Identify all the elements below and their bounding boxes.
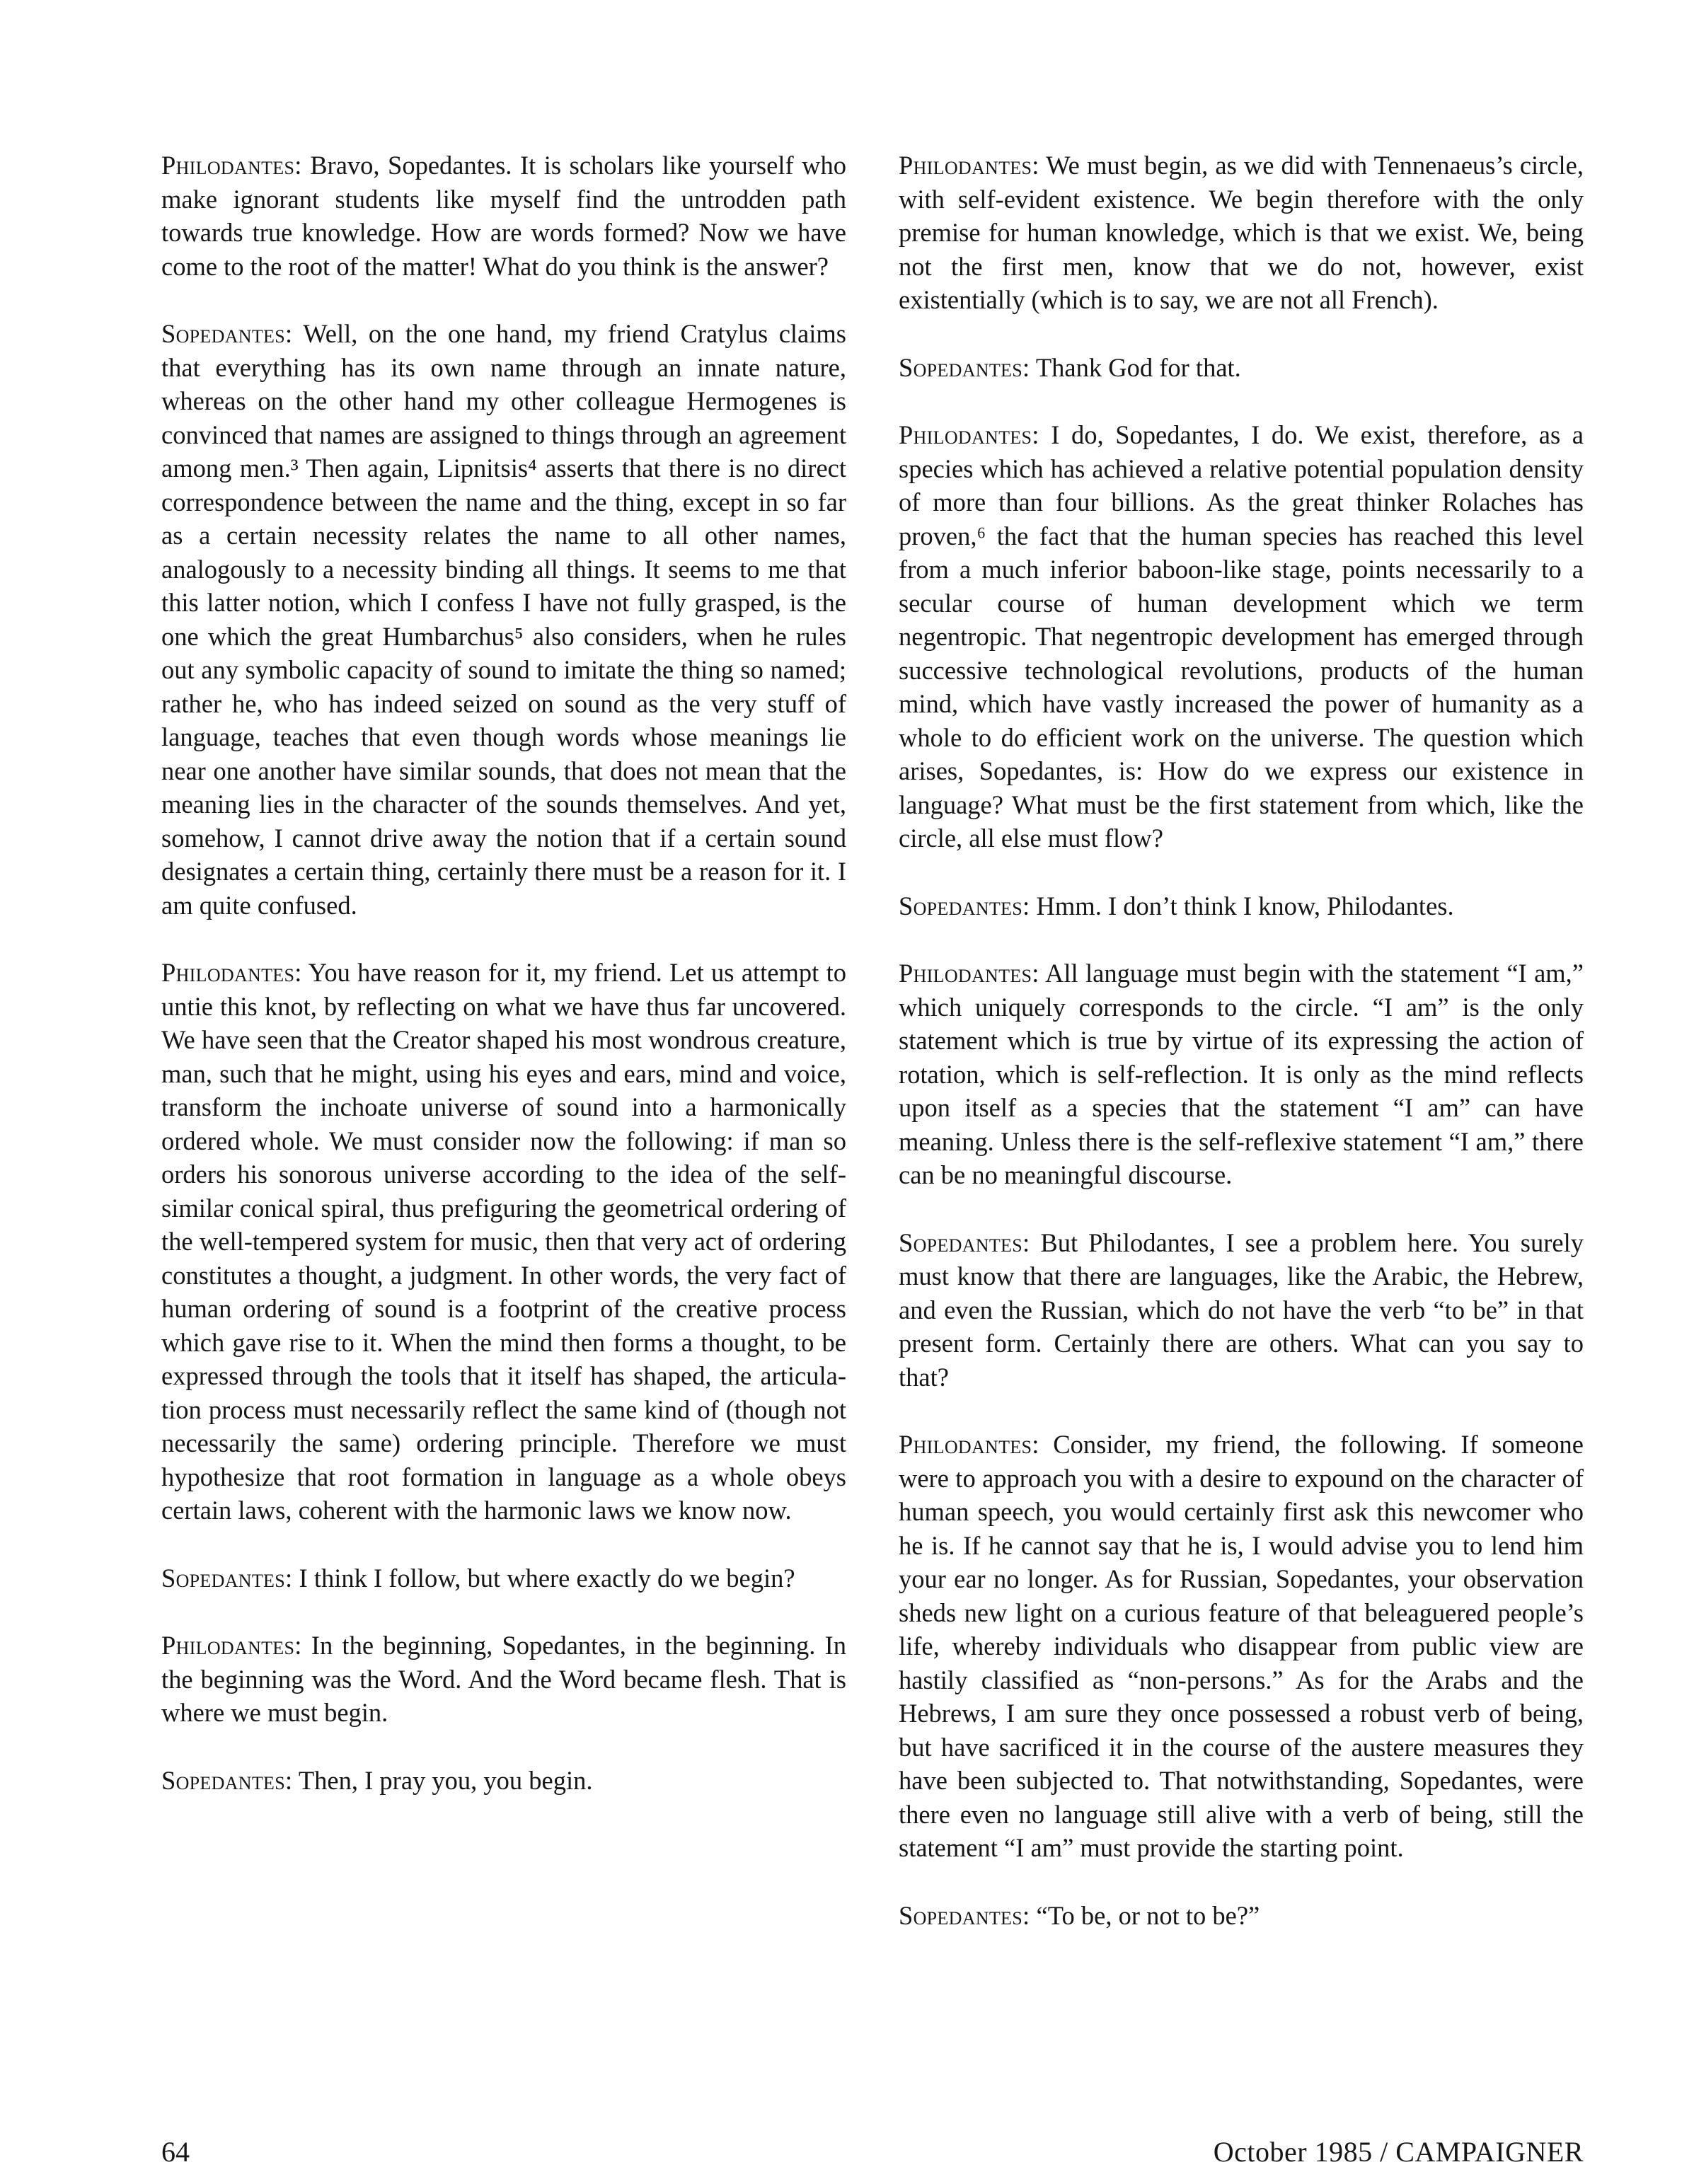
speaker-name: Philodantes: — [899, 959, 1039, 988]
speaker-name: Philodantes: — [899, 151, 1039, 180]
speaker-name: Sopedantes: — [899, 352, 1030, 382]
dialogue-paragraph — [899, 1899, 1584, 1933]
dialogue-paragraph — [899, 1226, 1584, 1394]
dialogue-paragraph — [899, 418, 1584, 855]
paragraph-text: In the beginning, Sopedantes, in the beginning. In the beginning was the Word. And the Word became flesh. That is where we must begin. — [161, 1631, 846, 1727]
paragraph-text: All language must begin with the statement “I am,” which uniquely corresponds to the circle. “I am” is the only statement which is true by virtue of its expressing the action of rotation, which is self-reflection. It is only as the mind reflects upon itself as a species that the statement “I am” can have meaning. Unless there is the self-reflexive statement “I am,” there can be no meaningful discourse. — [899, 959, 1584, 1189]
speaker-name: Sopedantes: — [161, 319, 293, 348]
paragraph-text: Then, I pray you, you begin. — [292, 1765, 593, 1795]
paragraph-text: Hmm. I don’t think I know, Philodantes. — [1030, 891, 1454, 920]
paragraph-text: I think I follow, but where exactly do we begin? — [292, 1563, 795, 1593]
paragraph-text: Well, on the one hand, my friend Cratylus claims that everything has its own name through an innate nature, whereas on the other hand my other colleague Hermogenes is convinced that names are assigned to things through an agreement among men.³ Then again, Lipnitsis⁴ asserts that there is no direct correspondence between the name and the thing, except in so far as a certain necessity relates the name to all other names, analogously to a necessity binding all things. It seems to me that this latter notion, which I confess I have not fully grasped, is the one which the great Humbarchus⁵ also considers, when he rules out any symbolic capacity of sound to imitate the thing so named; rather he, who has indeed seized on sound as the very stuff of language, teaches that even though words whose meanings lie near one another have similar sounds, that does not mean that the meaning lies in the character of the sounds themselves. And yet, somehow, I cannot drive away the notion that if a certain sound designates a certain thing, certainly there must be a reason for it. I am quite confused. — [161, 319, 846, 920]
paragraph-text: I do, Sopedantes, I do. We exist, therefore, as a species which has achieved a relative potential population density of more than four billions. As the great thinker Rolaches has proven,⁶ the fact that the human species has reached this level from a much inferior baboon-like stage, points necessarily to a secular course of human development which we term negentropic. That negentropic development has emerged through successive technological revolutions, products of the human mind, which have vastly increased the power of humanity as a whole to do efficient work on the universe. The question which arises, Sopedantes, is: How do we express our existence in language? What must be the first statement from which, like the circle, all else must flow? — [899, 420, 1584, 853]
paragraph-text: Bravo, Sopedantes. It is scholars like yourself who make ignorant students like myself find the untrodden path towards true knowledge. How are words formed? Now we have come to the root of the matter! What do you think is the answer? — [161, 151, 846, 281]
speaker-name: Sopedantes: — [899, 891, 1030, 920]
dialogue-paragraph — [161, 317, 846, 922]
dialogue-paragraph — [161, 956, 846, 1527]
issue-footer: October 1985 / CAMPAIGNER — [1213, 2136, 1584, 2168]
dialogue-paragraph — [161, 1561, 846, 1595]
speaker-name: Philodantes: — [161, 958, 302, 987]
paragraph-text: “To be, or not to be?” — [1030, 1900, 1260, 1930]
speaker-name: Philodantes: — [899, 1430, 1039, 1459]
dialogue-paragraph — [899, 351, 1584, 385]
paragraph-text: Thank God for that. — [1030, 352, 1241, 382]
right-column — [899, 149, 1584, 1966]
paragraph-text: But Philodantes, I see a problem here. You surely must know that there are languages, like the Arabic, the Hebrew, and even the Russian, which do not have the verb “to be” in that present form. Certainly there are others. What can you say to that? — [899, 1227, 1584, 1392]
page-number: 64 — [161, 2136, 190, 2168]
left-column — [161, 149, 846, 1831]
dialogue-paragraph — [899, 889, 1584, 923]
speaker-name: Sopedantes: — [899, 1227, 1030, 1257]
speaker-name: Philodantes: — [161, 151, 302, 180]
speaker-name: Sopedantes: — [161, 1563, 293, 1593]
speaker-name: Sopedantes: — [161, 1765, 293, 1795]
paragraph-text: We must begin, as we did with Tennenaeus’s circle, with self-evident existence. We begin therefore with the only premise for human knowledge, which is that we exist. We, being not the first men, know that we do not, however, exist existentially (which is to say, we are not all French). — [899, 151, 1584, 314]
dialogue-paragraph — [161, 149, 846, 283]
dialogue-paragraph — [899, 1428, 1584, 1865]
speaker-name: Sopedantes: — [899, 1900, 1030, 1930]
speaker-name: Philodantes: — [161, 1631, 302, 1660]
dialogue-paragraph — [161, 1629, 846, 1730]
paragraph-text: Consider, my friend, the following. If someone were to approach you with a desire to expound on the character of human speech, you would certainly first ask this newcomer who he is. If he cannot say that he is, I would advise you to lend him your ear no longer. As for Russian, Sopedantes, your observation sheds new light on a curious feature of that beleaguered people’s life, whereby individuals who disappear from public view are hastily classified as “non-persons.” As for the Arabs and the Hebrews, I am sure they once possessed a robust verb of being, but have sacrificed it in the course of the austere measures they have been subjected to. That notwithstanding, Sopedantes, were there even no language still alive with a verb of being, still the statement “I am” must provide the starting point. — [899, 1430, 1584, 1862]
paragraph-text: You have reason for it, my friend. Let us attempt to untie this knot, by reflecting on what we have thus far uncovered. We have seen that the Creator shaped his most wondrous creature, man, such that he might, using his eyes and ears, mind and voice, transform the inchoate universe of sound into a harmonically ordered whole. We must consider now the following: if man so orders his sonorous universe according to the idea of the self-similar conical spiral, thus prefiguring the geometrical ordering of the well-tempered system for music, then that very act of ordering constitutes a thought, a judgment. In other words, the very fact of human ordering of sound is a footprint of the creative process which gave rise to it. When the mind then forms a thought, to be expressed through the tools that it itself has shaped, the articulation process must necessarily reflect the same kind of (though not necessarily the same) ordering principle. Therefore we must hypothesize that root formation in language as a whole obeys certain laws, coherent with the harmonic laws we know now. — [161, 958, 846, 1525]
speaker-name: Philodantes: — [899, 420, 1039, 449]
dialogue-paragraph — [899, 957, 1584, 1192]
dialogue-paragraph — [161, 1764, 846, 1798]
dialogue-paragraph — [899, 149, 1584, 317]
